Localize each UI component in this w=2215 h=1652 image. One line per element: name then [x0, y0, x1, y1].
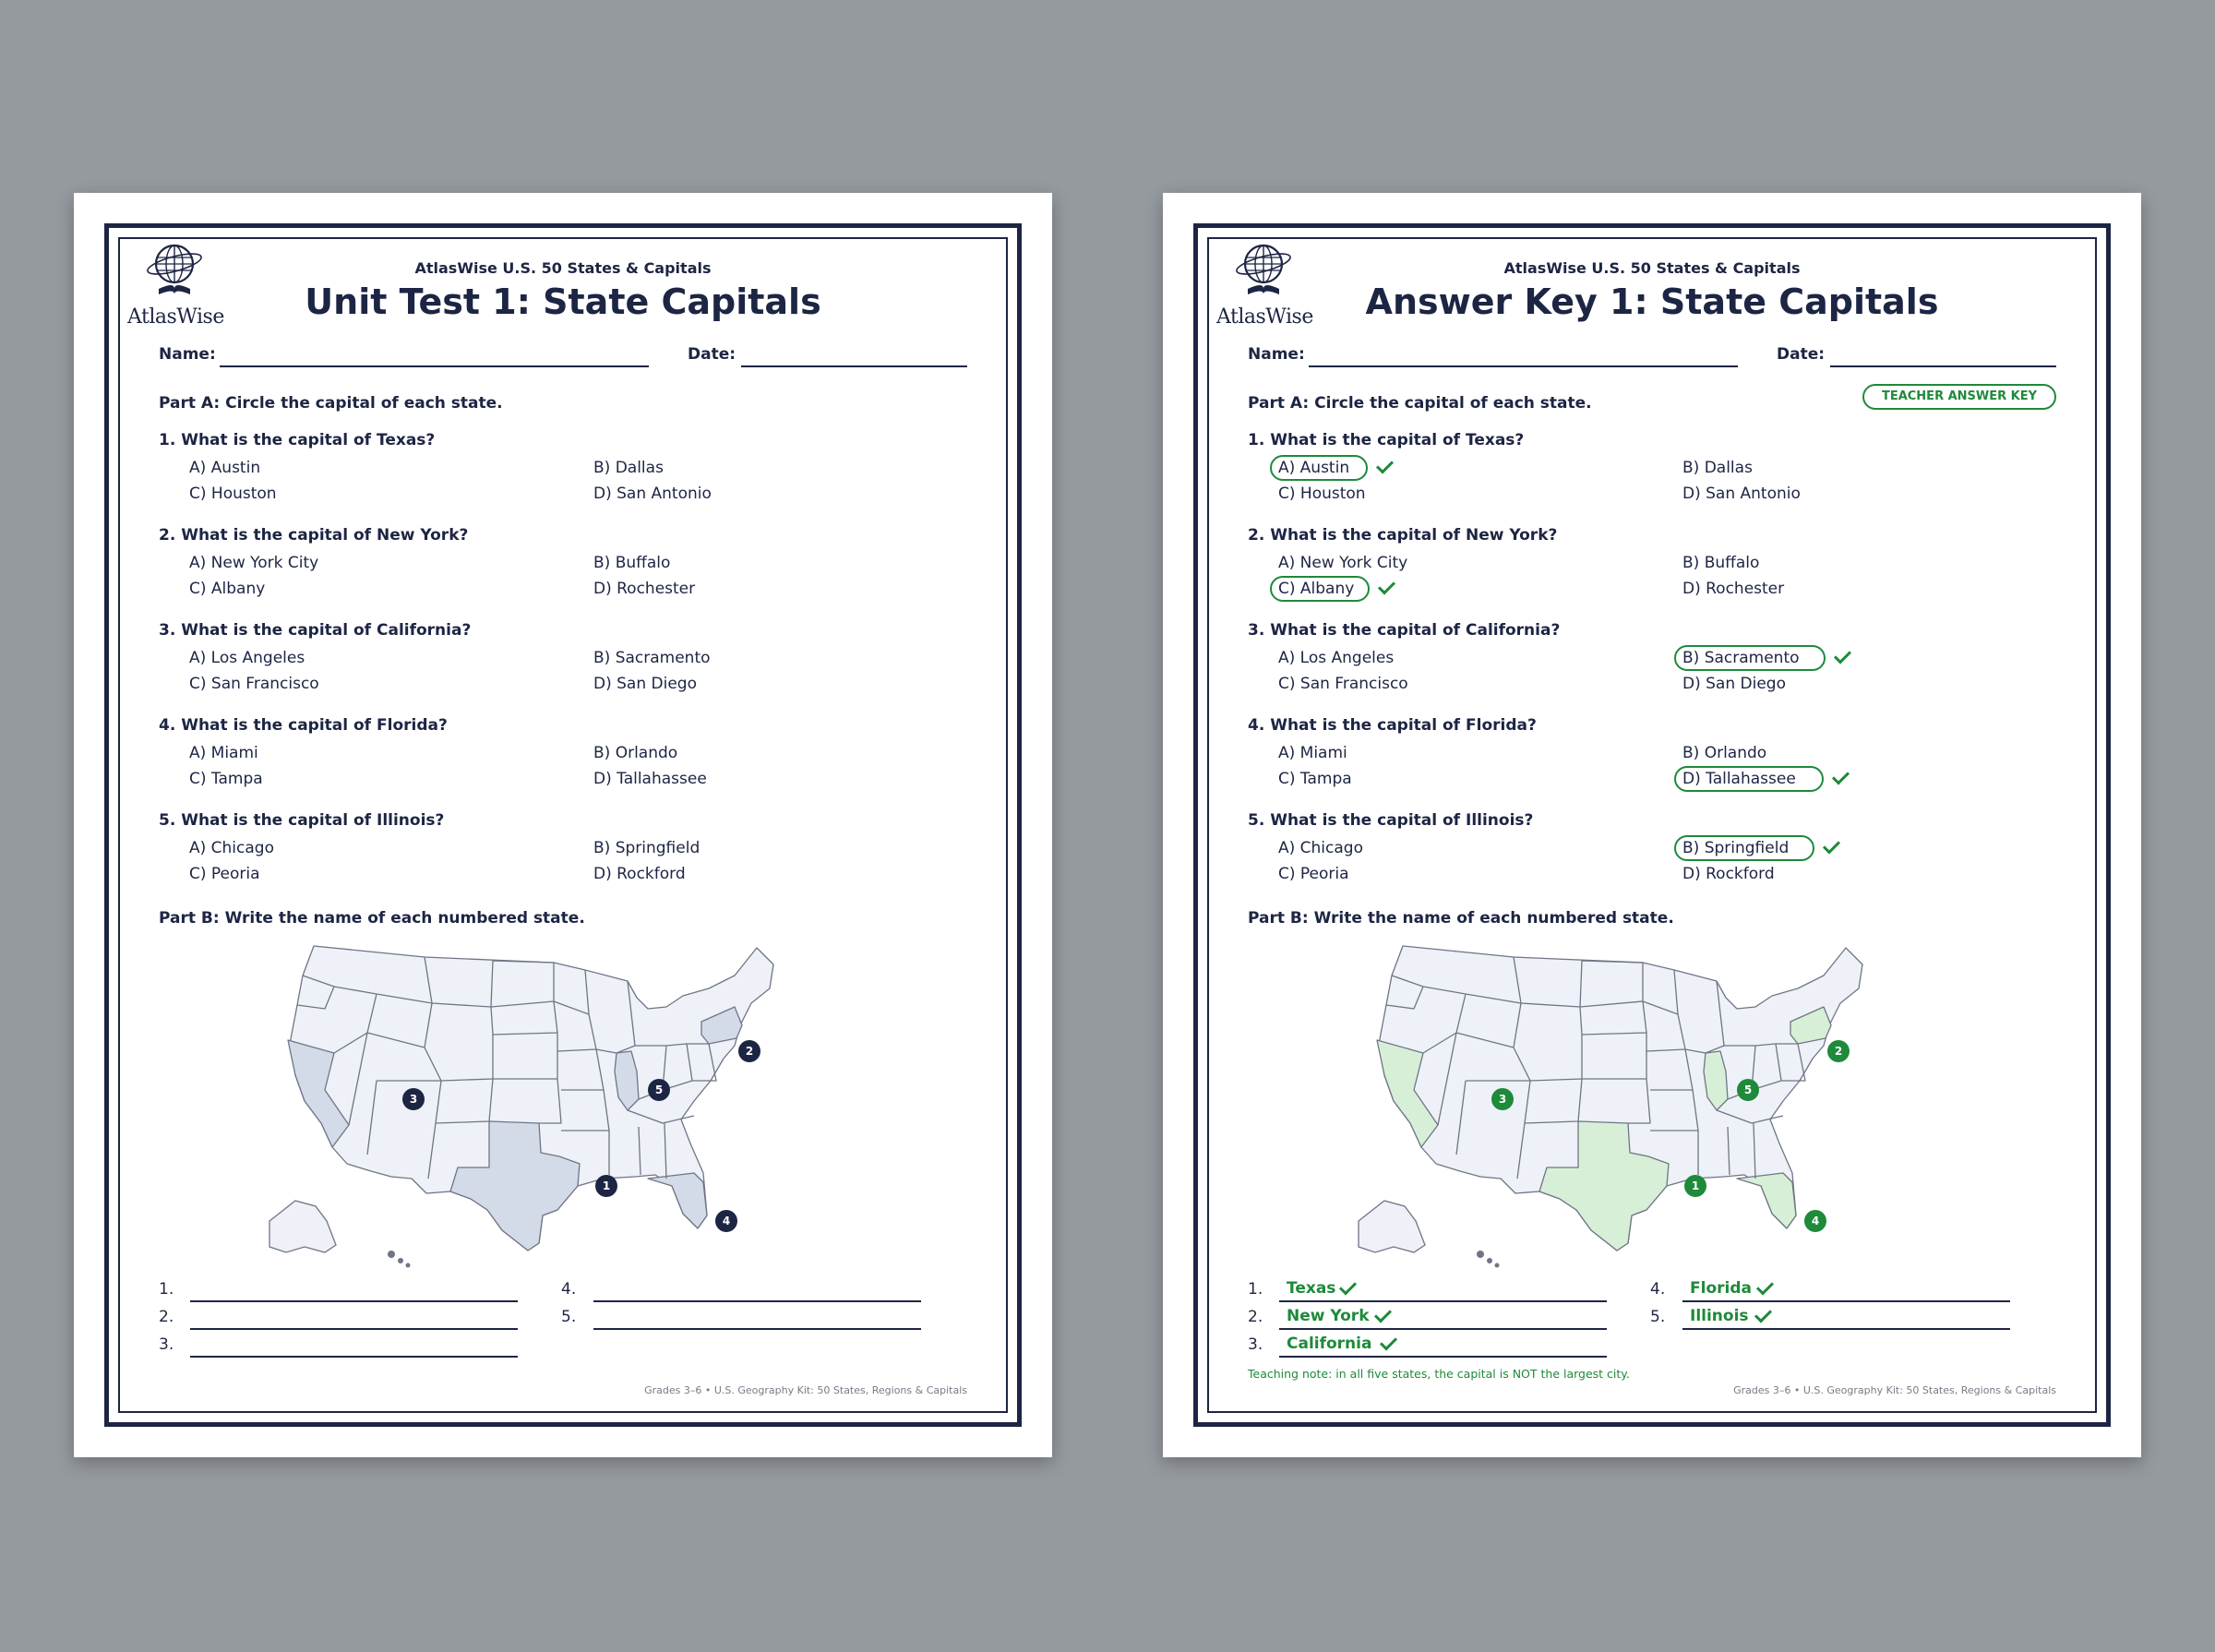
part-b-heading: Part B: Write the name of each numbered state. — [1248, 909, 1674, 928]
option[interactable]: C) Houston — [189, 485, 277, 503]
option[interactable]: D) Rockford — [1682, 865, 1775, 883]
map-marker-label: 4 — [1811, 1215, 1820, 1227]
date-line[interactable] — [741, 365, 967, 367]
option[interactable]: B) Orlando — [593, 744, 678, 762]
series-subtitle: AtlasWise U.S. 50 States & Capitals — [414, 259, 712, 277]
option[interactable]: D) San Antonio — [1682, 485, 1801, 503]
option[interactable]: C) Peoria — [189, 865, 260, 883]
blank-number: 3. — [159, 1335, 174, 1354]
option[interactable]: C) Albany — [189, 580, 266, 598]
option[interactable]: A) Chicago — [189, 839, 274, 857]
option[interactable]: B) Buffalo — [593, 554, 671, 572]
option[interactable]: D) Tallahassee — [593, 770, 707, 788]
map-marker-label: 1 — [602, 1179, 611, 1192]
logo-wordmark: AtlasWise — [127, 305, 224, 329]
us-map — [260, 942, 814, 1275]
option[interactable]: C) San Francisco — [1278, 675, 1408, 693]
option[interactable]: A) Austin — [1278, 459, 1350, 477]
option[interactable]: A) Miami — [189, 744, 258, 762]
question-4: 4. What is the capital of Florida? — [1248, 716, 1537, 735]
name-label: Name: — [159, 345, 216, 364]
blank-number: 5. — [1650, 1308, 1666, 1326]
option[interactable]: A) Chicago — [1278, 839, 1363, 857]
option[interactable]: D) Rochester — [593, 580, 696, 598]
blank-number: 4. — [1650, 1280, 1666, 1299]
answer-key-sheet — [1163, 193, 2141, 1457]
answer-line[interactable] — [593, 1328, 921, 1330]
series-subtitle: AtlasWise U.S. 50 States & Capitals — [1503, 259, 1801, 277]
blank-number: 2. — [1248, 1308, 1263, 1326]
blank-number: 1. — [159, 1280, 174, 1299]
date-line[interactable] — [1830, 365, 2056, 367]
map-marker-label: 5 — [654, 1083, 664, 1096]
option[interactable]: C) Houston — [1278, 485, 1366, 503]
question-4: 4. What is the capital of Florida? — [159, 716, 448, 735]
option[interactable]: B) Buffalo — [1682, 554, 1760, 572]
answer-new-york: New York — [1287, 1307, 1370, 1325]
part-a-heading: Part A: Circle the capital of each state. — [1248, 394, 1592, 413]
us-map-answer-key — [1349, 942, 1903, 1275]
option[interactable]: B) Orlando — [1682, 744, 1767, 762]
option[interactable]: B) Dallas — [1682, 459, 1753, 477]
map-marker-label: 2 — [1834, 1045, 1843, 1058]
blank-number: 2. — [159, 1308, 174, 1326]
option[interactable]: C) Tampa — [1278, 770, 1352, 788]
question-5: 5. What is the capital of Illinois? — [159, 811, 445, 830]
option[interactable]: C) San Francisco — [189, 675, 319, 693]
blank-number: 3. — [1248, 1335, 1263, 1354]
name-line[interactable] — [220, 365, 649, 367]
answer-line[interactable] — [1682, 1300, 2010, 1302]
page-footer: Grades 3–6 • U.S. Geography Kit: 50 States, Regions & Capitals — [644, 1384, 967, 1396]
answer-line[interactable] — [190, 1356, 518, 1358]
option[interactable]: A) Austin — [189, 459, 261, 477]
option[interactable]: B) Springfield — [1682, 839, 1790, 857]
page-title: Answer Key 1: State Capitals — [1365, 281, 1939, 322]
option[interactable]: D) Rockford — [593, 865, 686, 883]
option[interactable]: D) San Diego — [593, 675, 697, 693]
answer-line[interactable] — [1682, 1328, 2010, 1330]
question-2: 2. What is the capital of New York? — [1248, 526, 1558, 545]
option[interactable]: D) Tallahassee — [1682, 770, 1796, 788]
map-marker-label: 3 — [1498, 1093, 1507, 1106]
question-3: 3. What is the capital of California? — [159, 621, 472, 640]
question-2: 2. What is the capital of New York? — [159, 526, 469, 545]
blank-number: 5. — [561, 1308, 577, 1326]
answer-line[interactable] — [593, 1300, 921, 1302]
answer-line[interactable] — [1279, 1356, 1607, 1358]
page-title: Unit Test 1: State Capitals — [305, 281, 821, 322]
option[interactable]: A) Miami — [1278, 744, 1347, 762]
map-marker-label: 5 — [1743, 1083, 1753, 1096]
option[interactable]: D) San Diego — [1682, 675, 1786, 693]
option[interactable]: A) Los Angeles — [1278, 649, 1395, 667]
option[interactable]: B) Dallas — [593, 459, 664, 477]
option[interactable]: B) Springfield — [593, 839, 700, 857]
answer-line[interactable] — [1279, 1328, 1607, 1330]
map-marker-label: 4 — [722, 1215, 731, 1227]
blank-number: 4. — [561, 1280, 577, 1299]
part-a-heading: Part A: Circle the capital of each state. — [159, 394, 503, 413]
option[interactable]: C) Tampa — [189, 770, 263, 788]
answer-line[interactable] — [190, 1300, 518, 1302]
logo-wordmark: AtlasWise — [1216, 305, 1313, 329]
answer-line[interactable] — [1279, 1300, 1607, 1302]
option[interactable]: B) Sacramento — [1682, 649, 1800, 667]
answer-illinois: Illinois — [1690, 1307, 1749, 1325]
option[interactable]: B) Sacramento — [593, 649, 711, 667]
question-1: 1. What is the capital of Texas? — [159, 431, 436, 449]
page-footer: Grades 3–6 • U.S. Geography Kit: 50 States, Regions & Capitals — [1733, 1384, 2056, 1396]
option[interactable]: A) Los Angeles — [189, 649, 305, 667]
question-3: 3. What is the capital of California? — [1248, 621, 1561, 640]
question-5: 5. What is the capital of Illinois? — [1248, 811, 1534, 830]
option[interactable]: A) New York City — [189, 554, 319, 572]
answer-line[interactable] — [190, 1328, 518, 1330]
question-1: 1. What is the capital of Texas? — [1248, 431, 1525, 449]
map-marker-label: 1 — [1691, 1179, 1700, 1192]
name-line[interactable] — [1309, 365, 1738, 367]
date-label: Date: — [1777, 345, 1826, 364]
teacher-answer-key-badge: TEACHER ANSWER KEY — [1862, 384, 2056, 410]
date-label: Date: — [688, 345, 736, 364]
name-label: Name: — [1248, 345, 1305, 364]
part-b-heading: Part B: Write the name of each numbered state. — [159, 909, 585, 928]
option[interactable]: D) Rochester — [1682, 580, 1785, 598]
answer-florida: Florida — [1690, 1279, 1752, 1298]
blank-number: 1. — [1248, 1280, 1263, 1299]
option[interactable]: C) Peoria — [1278, 865, 1349, 883]
option[interactable]: C) Albany — [1278, 580, 1355, 598]
map-marker-label: 2 — [745, 1045, 754, 1058]
option[interactable]: D) San Antonio — [593, 485, 712, 503]
unit-test-sheet — [74, 193, 1052, 1457]
answer-california: California — [1287, 1335, 1372, 1353]
option[interactable]: A) New York City — [1278, 554, 1408, 572]
answer-texas: Texas — [1287, 1279, 1336, 1298]
teaching-note: Teaching note: in all five states, the capital is NOT the largest city. — [1248, 1367, 1630, 1381]
map-marker-label: 3 — [409, 1093, 418, 1106]
